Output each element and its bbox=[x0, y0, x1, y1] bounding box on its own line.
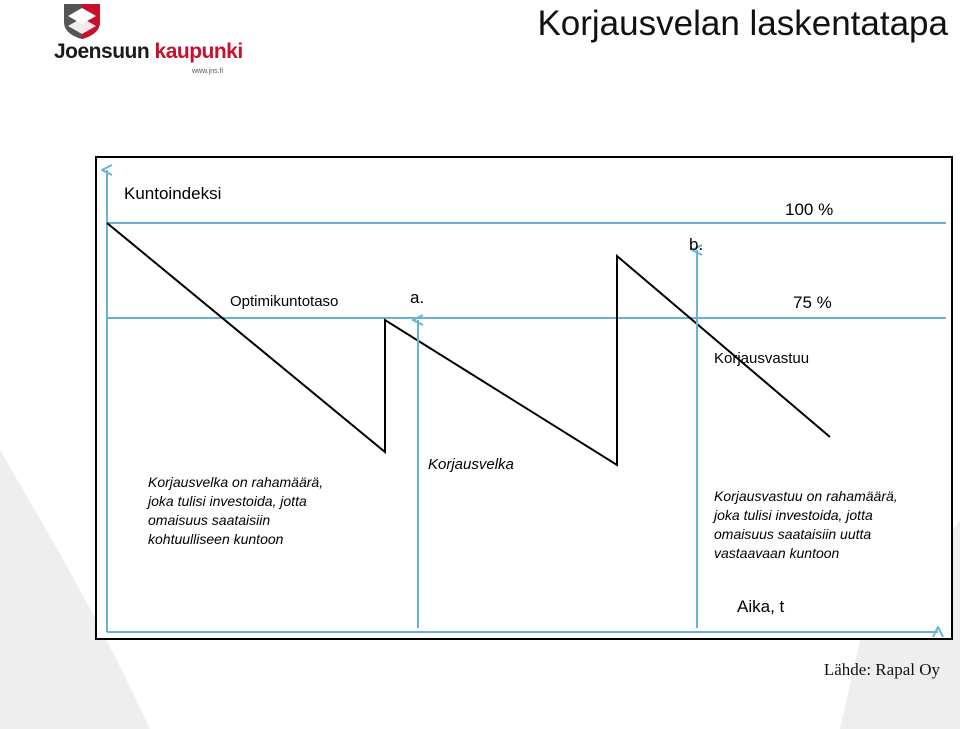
logo-wordmark: Joensuun kaupunki bbox=[54, 40, 243, 63]
note-line: vastaavaan kuntoon bbox=[714, 545, 840, 561]
note-line: joka tulisi investoida, jotta bbox=[148, 493, 307, 509]
note-line: omaisuus saataisiin uutta bbox=[714, 526, 872, 542]
repair-debt-label: Korjausvelka bbox=[428, 456, 514, 473]
condition-index-curve bbox=[107, 223, 830, 465]
x-axis-label: Aika, t bbox=[737, 597, 785, 616]
note-line: kohtuulliseen kuntoon bbox=[148, 531, 284, 547]
marker-a-label: a. bbox=[410, 288, 425, 307]
repair-debt-note bbox=[148, 473, 323, 549]
note-line: joka tulisi investoida, jotta bbox=[714, 507, 873, 523]
level-75-label: 75 % bbox=[793, 293, 832, 312]
repair-responsibility-note bbox=[714, 487, 898, 563]
note-line: Korjausvelka on rahamäärä, bbox=[148, 474, 324, 490]
repair-responsibility-label: Korjausvastuu bbox=[714, 350, 810, 367]
note-line: Korjausvastuu on rahamäärä, bbox=[714, 488, 898, 504]
source-credit: Lähde: Rapal Oy bbox=[823, 660, 940, 679]
page-title: Korjausvelan laskentatapa bbox=[537, 4, 948, 43]
logo-url: www.jns.fi bbox=[192, 68, 224, 75]
marker-b-label: b. bbox=[689, 235, 704, 254]
optimum-level-label: Optimikuntotaso bbox=[230, 293, 339, 310]
note-line: omaisuus saataisiin bbox=[148, 512, 271, 528]
level-100-label: 100 % bbox=[785, 200, 834, 219]
y-axis-label: Kuntoindeksi bbox=[124, 184, 222, 203]
